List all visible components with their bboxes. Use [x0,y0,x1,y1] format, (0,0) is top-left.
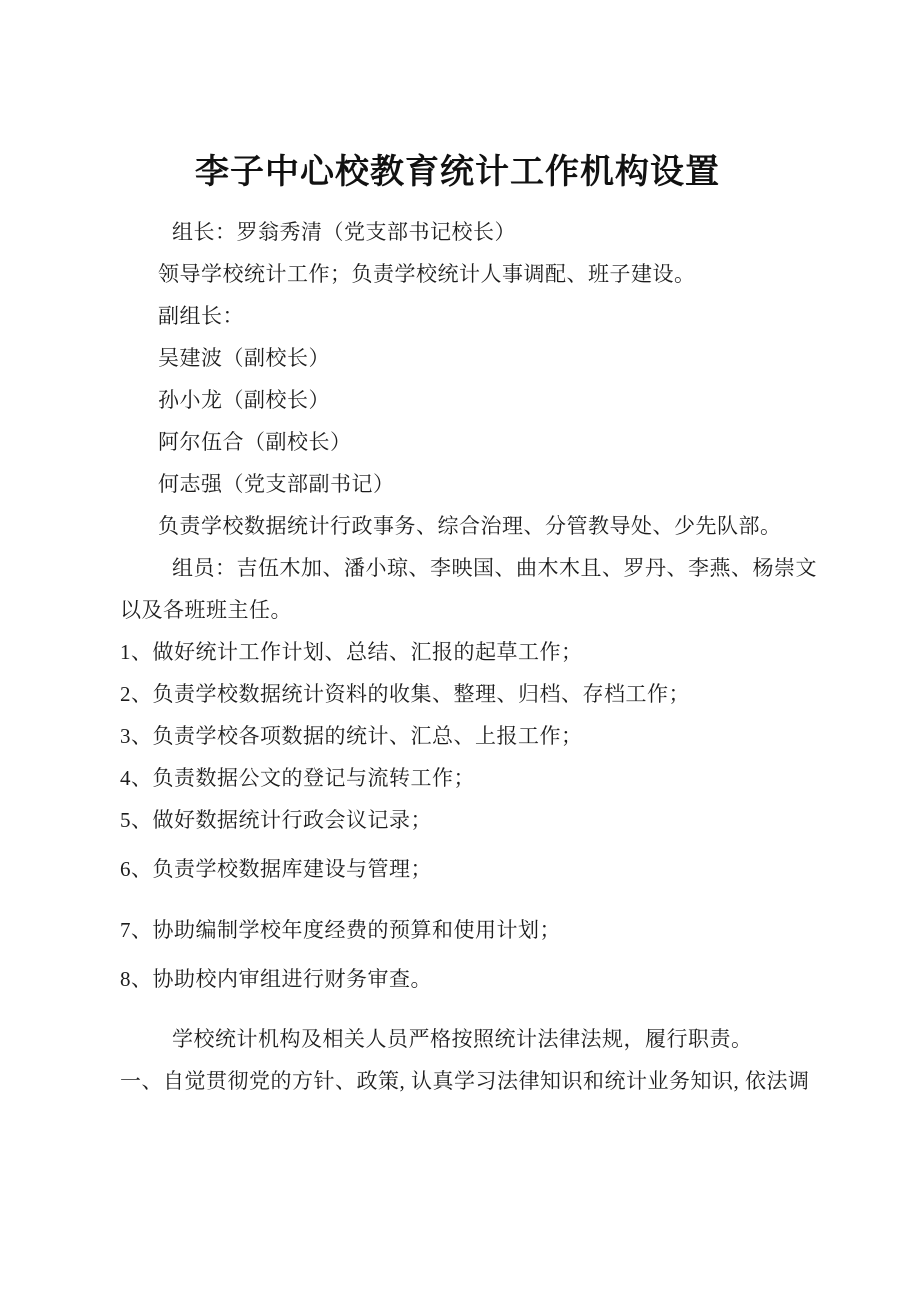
line-regulations-intro: 学校统计机构及相关人员严格按照统计法律法规，履行职责。 [172,1027,753,1051]
line-duty-5: 5、做好数据统计行政会议记录； [120,808,432,832]
line-duty-4: 4、负责数据公文的登记与流转工作； [120,766,475,790]
line-duty-3: 3、负责学校各项数据的统计、汇总、上报工作； [120,724,583,748]
line-duty-1: 1、做好统计工作计划、总结、汇报的起草工作； [120,640,583,664]
line-duty-8: 8、协助校内审组进行财务审查。 [120,967,432,991]
line-deputy-4: 何志强（党支部副书记） [158,472,395,496]
line-members-cont: 以及各班班主任。 [120,598,292,622]
line-duty-2: 2、负责学校数据统计资料的收集、整理、归档、存档工作； [120,682,690,706]
line-duty-6: 6、负责学校数据库建设与管理； [120,857,432,881]
line-deputy-3: 阿尔伍合（副校长） [158,430,352,454]
line-rule-one: 一、自觉贯彻党的方针、政策, 认真学习法律知识和统计业务知识, 依法调 [120,1069,810,1093]
line-deputy-leader-label: 副组长： [158,304,244,328]
line-members: 组员：吉伍木加、潘小琼、李映国、曲木木且、罗丹、李燕、杨崇文 [172,556,817,580]
line-leader-duties: 领导学校统计工作；负责学校统计人事调配、班子建设。 [158,262,696,286]
line-deputy-duties: 负责学校数据统计行政事务、综合治理、分管教导处、少先队部。 [158,514,782,538]
line-deputy-2: 孙小龙（副校长） [158,388,330,412]
line-duty-7: 7、协助编制学校年度经费的预算和使用计划； [120,918,561,942]
line-deputy-1: 吴建波（副校长） [158,346,330,370]
document-title: 李子中心校教育统计工作机构设置 [195,154,720,191]
line-group-leader: 组长：罗翁秀清（党支部书记校长） [172,220,516,244]
